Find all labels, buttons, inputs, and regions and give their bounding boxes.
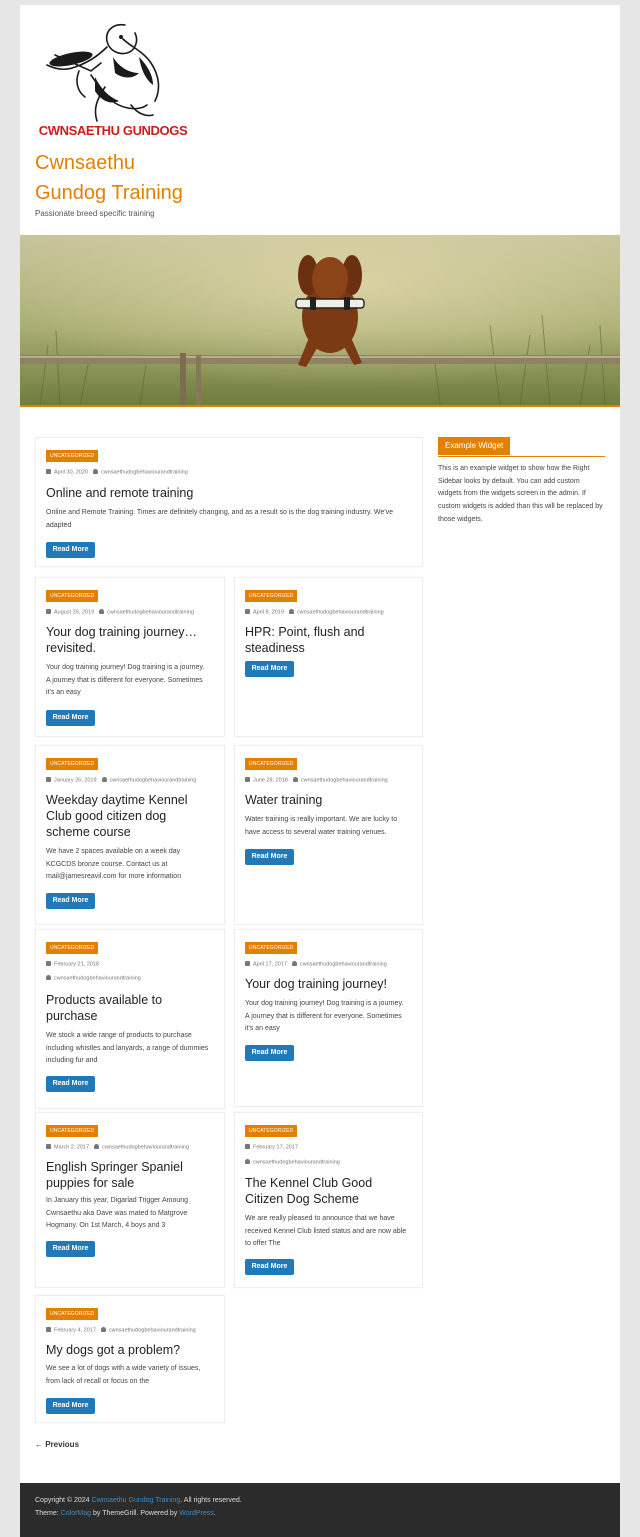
site-tagline: Passionate breed specific training	[35, 209, 155, 218]
post-meta	[46, 609, 194, 616]
calendar-icon	[245, 961, 250, 966]
post-excerpt: We see a lot of dogs with a wide variety of issues, from lack of recall or focus on the	[46, 1365, 201, 1385]
post-date[interactable]: January 26, 2019	[54, 777, 97, 784]
calendar-icon	[46, 1144, 51, 1149]
read-more-button[interactable]: Read More	[46, 1076, 95, 1092]
post-title[interactable]: My dogs got a problem?	[46, 1343, 181, 1357]
read-more-button[interactable]: Read More	[245, 1259, 294, 1275]
category-badge[interactable]: UNCATEGORIZED	[245, 758, 297, 770]
read-more-button[interactable]: Read More	[46, 1241, 95, 1257]
post-author[interactable]: cwnsaethudogbehaviourandtraining	[253, 1159, 340, 1166]
post-author[interactable]: cwnsaethudogbehaviourandtraining	[108, 1327, 196, 1334]
theme-link[interactable]: ColorMag	[60, 1510, 92, 1517]
hero-divider	[20, 405, 620, 407]
calendar-icon	[46, 609, 51, 614]
post-card	[35, 437, 423, 567]
calendar-icon	[46, 961, 51, 966]
user-icon	[102, 777, 107, 782]
credit-end: .	[213, 1510, 216, 1517]
post-author[interactable]: cwnsaethudogbehaviourandtraining	[296, 609, 384, 616]
category-badge[interactable]: UNCATEGORIZED	[245, 590, 297, 602]
post-date[interactable]: February 17, 2017	[253, 1144, 298, 1151]
page-wrapper	[20, 5, 620, 1537]
hero-image	[20, 235, 620, 405]
post-date[interactable]: April 30, 2020	[54, 469, 88, 476]
post-excerpt: Online and Remote Training. Times are definitely changing, and as a result so is the dog training industry. We've adapted	[46, 509, 393, 529]
post-excerpt: In January this year, Digarlad Trigger Amoung Cwnsaethu aka Dave was mated to Matgrove Hogmany. On 1st March, 4 boys and 3	[46, 1197, 189, 1229]
user-icon	[293, 777, 298, 782]
category-badge[interactable]: UNCATEGORIZED	[46, 1125, 98, 1137]
post-author[interactable]: cwnsaethudogbehaviourandtraining	[107, 609, 194, 616]
widget-title: Example Widget	[438, 437, 510, 455]
site-logo[interactable]	[35, 17, 190, 142]
site-footer	[20, 1483, 620, 1537]
post-card	[35, 1112, 225, 1288]
post-meta	[245, 1159, 340, 1166]
theme-prefix: Theme:	[35, 1510, 59, 1517]
category-badge[interactable]: UNCATEGORIZED	[46, 590, 98, 602]
post-meta	[46, 469, 188, 476]
post-date[interactable]: February 21, 2018	[54, 961, 99, 968]
post-author[interactable]: cwnsaethudogbehaviourandtraining	[100, 469, 188, 476]
post-date[interactable]: April 17, 2017	[253, 961, 287, 968]
post-title[interactable]: Online and remote training	[46, 486, 194, 500]
post-meta	[245, 1144, 298, 1151]
post-title[interactable]: The Kennel Club Good Citizen Dog Scheme	[245, 1176, 373, 1206]
category-badge[interactable]: UNCATEGORIZED	[46, 450, 98, 462]
site-title-line2: Gundog Training	[35, 182, 183, 204]
post-card	[234, 929, 423, 1107]
site-title[interactable]	[35, 148, 275, 208]
post-title[interactable]: Your dog training journey… revisited.	[46, 625, 198, 655]
post-author[interactable]: cwnsaethudogbehaviourandtraining	[109, 777, 197, 784]
post-meta	[46, 1144, 189, 1151]
post-excerpt: We are really pleased to announce that we have received Kennel Club listed status and are now able to offer The	[245, 1215, 407, 1247]
calendar-icon	[245, 777, 250, 782]
post-excerpt: Your dog training journey! Dog training is a journey. A journey that is different for everyone. Sometimes it's an easy	[46, 664, 205, 696]
user-icon	[101, 1327, 106, 1332]
post-card	[234, 745, 423, 925]
category-badge[interactable]: UNCATEGORIZED	[46, 1308, 98, 1320]
post-meta	[245, 961, 387, 968]
logo-text: CWNSAETHU GUNDOGS	[38, 123, 188, 138]
post-meta	[46, 961, 99, 968]
copyright-line	[35, 1497, 242, 1504]
post-card	[35, 745, 225, 925]
credit-line	[35, 1510, 216, 1517]
post-author[interactable]: cwnsaethudogbehaviourandtraining	[299, 961, 387, 968]
post-meta	[245, 609, 384, 616]
copyright-text: Copyright © 2024	[35, 1497, 90, 1504]
user-icon	[245, 1159, 250, 1164]
rights-text: . All rights reserved.	[180, 1497, 242, 1504]
credit-by: by ThemeGrill. Powered by	[93, 1510, 178, 1517]
post-card	[234, 1112, 423, 1288]
post-author[interactable]: cwnsaethudogbehaviourandtraining	[54, 975, 141, 982]
user-icon	[93, 469, 98, 474]
user-icon	[46, 975, 51, 980]
user-icon	[94, 1144, 99, 1149]
post-title[interactable]: Your dog training journey!	[245, 977, 387, 991]
post-title[interactable]: HPR: Point, flush and steadiness	[245, 625, 365, 655]
post-title[interactable]: English Springer Spaniel puppies for sale	[46, 1160, 183, 1190]
post-author[interactable]: cwnsaethudogbehaviourandtraining	[102, 1144, 190, 1151]
footer-site-link[interactable]: Cwnsaethu Gundog Training	[91, 1497, 181, 1504]
post-card	[35, 929, 225, 1109]
calendar-icon	[245, 1144, 250, 1149]
wordpress-link[interactable]: WordPress	[179, 1510, 214, 1517]
calendar-icon	[46, 1327, 51, 1332]
post-author[interactable]: cwnsaethudogbehaviourandtraining	[300, 777, 388, 784]
sidebar-widget-header	[438, 437, 605, 457]
post-date[interactable]: June 28, 2018	[253, 777, 288, 784]
post-excerpt: We have 2 spaces available on a week day KCGCDS bronze course. Contact us at mail@jamesreavil.com for more information	[46, 848, 182, 880]
post-title[interactable]: Products available to purchase	[46, 993, 163, 1023]
category-badge[interactable]: UNCATEGORIZED	[46, 758, 98, 770]
widget-text: This is an example widget to show how the Right Sidebar looks by default. You can add custom widgets from the widgets screen in the admin. If custom widgets is added than this will be replaced by those widgets.	[438, 465, 603, 523]
post-date[interactable]: February 4, 2017	[54, 1327, 96, 1334]
calendar-icon	[46, 777, 51, 782]
read-more-button[interactable]: Read More	[245, 849, 294, 865]
site-title-line1: Cwnsaethu	[35, 152, 136, 174]
post-meta	[46, 777, 196, 784]
post-date[interactable]: August 25, 2019	[54, 609, 95, 616]
user-icon	[289, 609, 294, 614]
post-title[interactable]: Weekday daytime Kennel Club good citizen dog scheme course	[46, 793, 188, 839]
post-excerpt: Water training is really important. We are lucky to have access to several water training venues.	[245, 816, 398, 836]
post-title[interactable]: Water training	[245, 793, 323, 807]
previous-page-link[interactable]: ← Previous	[35, 1440, 80, 1449]
post-meta	[46, 1327, 196, 1334]
post-excerpt: Your dog training journey! Dog training is a journey. A journey that is different for everyone. Sometimes it's an easy	[245, 1000, 404, 1032]
post-card	[35, 577, 225, 737]
user-icon	[292, 961, 297, 966]
post-excerpt: We stock a wide range of products to purchase including whistles and lanyards, a range of dummies including fur and	[46, 1032, 209, 1064]
read-more-button[interactable]: Read More	[46, 1398, 95, 1414]
post-meta	[245, 777, 388, 784]
category-badge[interactable]: UNCATEGORIZED	[245, 1125, 297, 1137]
post-card	[35, 1295, 225, 1423]
read-more-button[interactable]: Read More	[245, 661, 294, 677]
user-icon	[99, 609, 104, 614]
calendar-icon	[245, 609, 250, 614]
read-more-button[interactable]: Read More	[46, 710, 95, 726]
category-badge[interactable]: UNCATEGORIZED	[46, 942, 98, 954]
read-more-button[interactable]: Read More	[46, 893, 95, 909]
calendar-icon	[46, 469, 51, 474]
post-meta	[46, 975, 141, 982]
post-date[interactable]: March 2, 2017	[54, 1144, 90, 1151]
post-card	[234, 577, 423, 737]
read-more-button[interactable]: Read More	[46, 542, 95, 558]
read-more-button[interactable]: Read More	[245, 1045, 294, 1061]
post-date[interactable]: April 8, 2019	[253, 609, 284, 616]
category-badge[interactable]: UNCATEGORIZED	[245, 942, 297, 954]
